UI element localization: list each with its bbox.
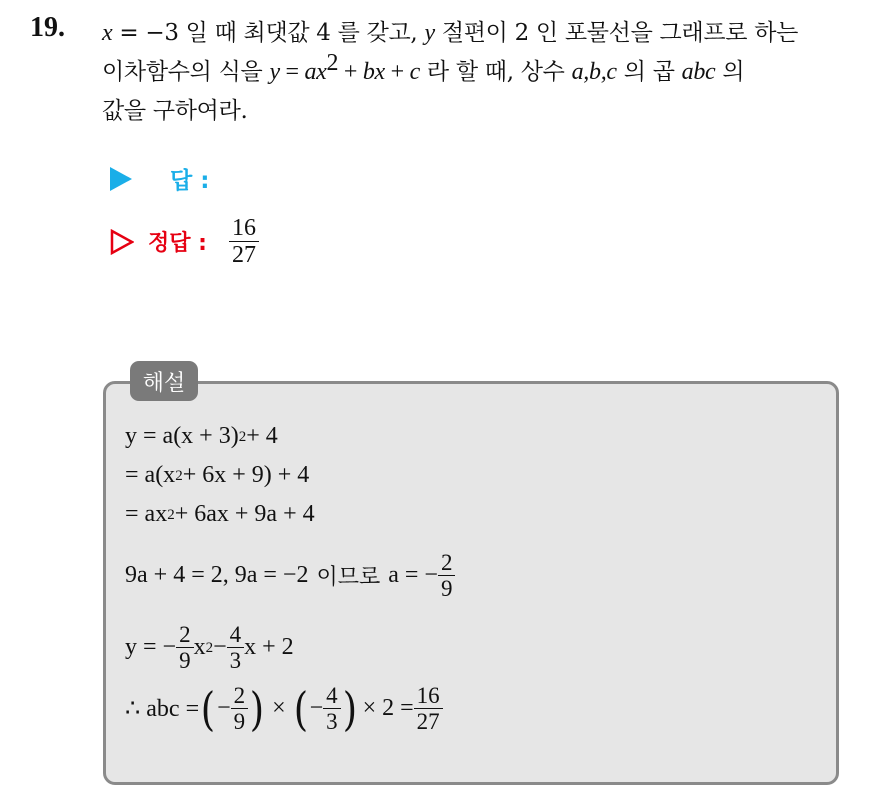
numerator: 16 <box>231 215 256 241</box>
question-fragment: 라 할 때, 상수 <box>419 59 572 85</box>
question-fragment: 값을 구하여라. <box>102 98 248 124</box>
numerator: 4 <box>229 622 242 647</box>
correct-arrow-icon <box>110 229 134 255</box>
fraction <box>231 683 249 734</box>
math-expression: ∴ abc = <box>125 696 200 722</box>
question-fragment: 의 <box>715 59 745 85</box>
question-number: 19. <box>30 12 65 43</box>
math-var: y <box>269 59 280 85</box>
correct-answer-row <box>110 215 259 268</box>
math-expression: y = − <box>125 634 177 660</box>
right-paren: ) <box>249 681 265 736</box>
math-expression: a = − <box>388 562 438 588</box>
fraction <box>323 683 341 734</box>
math-expression: x + 2 <box>244 634 294 660</box>
math-op: + <box>384 59 410 85</box>
denominator: 3 <box>227 647 245 673</box>
denominator: 3 <box>323 708 341 734</box>
left-paren: ( <box>293 681 308 736</box>
question-fragment: 절편이 2 인 포물선을 그래프로 하는 <box>441 20 799 46</box>
math-expression: x <box>193 634 206 660</box>
math-expression: + 4 <box>246 423 278 449</box>
math-exponent: 2 <box>326 50 339 76</box>
answer-row <box>110 162 209 195</box>
numerator: 16 <box>416 683 440 708</box>
solution-line-2: = a(x 2 + 6x + 9) + 4 <box>125 462 310 488</box>
correct-answer-label: 정답 : <box>148 231 207 256</box>
right-paren: ) <box>342 681 357 736</box>
math-var: y <box>424 20 435 46</box>
denominator: 9 <box>438 575 456 601</box>
question-line-2 <box>102 50 872 92</box>
denominator: 9 <box>231 708 249 734</box>
math-expression: − <box>213 634 227 660</box>
answer-label: 답 : <box>170 168 210 194</box>
math-op: = <box>279 59 305 85</box>
numerator: 2 <box>233 683 246 708</box>
question-fragment: = −3 일 때 최댓값 4 를 갖고, <box>119 20 425 46</box>
math-expression: × 2 = <box>362 695 414 721</box>
denominator: 27 <box>229 241 259 268</box>
math-expression: = ax <box>125 501 168 527</box>
math-term: c <box>409 59 420 85</box>
minus-sign: − <box>309 695 324 721</box>
math-term: a,b,c <box>571 59 617 85</box>
math-var: x <box>102 20 113 46</box>
solution-line-4 <box>125 550 455 601</box>
question-line-1 <box>102 14 872 53</box>
solution-line-3: = ax 2 + 6ax + 9a + 4 <box>125 501 315 527</box>
solution-line-5: y = − $\frac{2}{9}$ x 2 − $\frac{4}{3}$ x + 2 <box>125 622 294 673</box>
numerator: 4 <box>326 683 338 708</box>
math-op: + <box>338 59 363 85</box>
denominator: 27 <box>414 708 443 734</box>
fraction <box>227 622 245 673</box>
answer-arrow-icon <box>110 167 132 191</box>
question-fragment: 의 곱 <box>616 59 682 85</box>
correct-answer-value <box>229 215 259 268</box>
solution-korean-text: 이므로 <box>316 565 381 590</box>
minus-sign: − <box>217 695 231 721</box>
question-text <box>102 14 872 131</box>
math-expression: y = a(x + 3) <box>125 423 239 449</box>
question-fragment: 이차함수의 식을 <box>102 59 270 85</box>
denominator: 9 <box>176 647 194 673</box>
times-sign: × <box>272 695 286 721</box>
math-expression: = a(x <box>125 462 176 488</box>
fraction <box>438 550 456 601</box>
numerator: 2 <box>440 550 453 575</box>
math-expression: + 6x + 9) + 4 <box>182 462 310 488</box>
math-expression: 9a + 4 = 2, 9a = −2 <box>125 562 309 588</box>
fraction <box>414 683 443 734</box>
math-term: abc <box>681 59 716 85</box>
question-line-3 <box>102 92 872 131</box>
math-term: ax <box>304 59 327 85</box>
math-expression: + 6ax + 9a + 4 <box>174 501 315 527</box>
solution-tab: 해설 <box>130 361 198 401</box>
left-paren: ( <box>200 681 216 736</box>
math-term: bx <box>362 59 385 85</box>
numerator: 2 <box>179 622 191 647</box>
fraction <box>176 622 194 673</box>
solution-line-6 <box>125 683 443 734</box>
solution-line-1: y = a(x + 3) 2 + 4 <box>125 423 278 449</box>
